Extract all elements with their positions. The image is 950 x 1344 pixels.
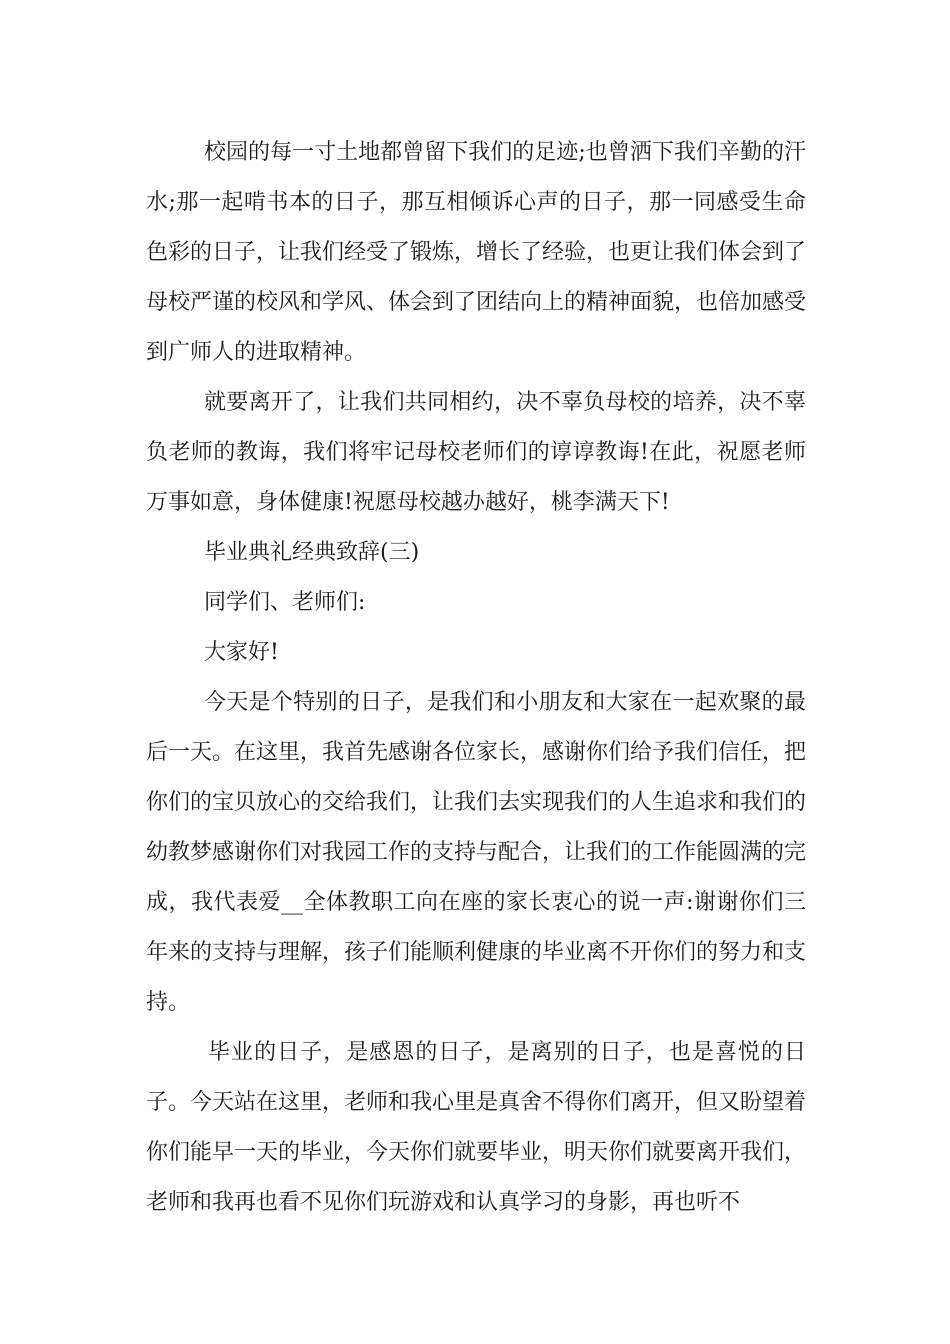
paragraph-graduation-day: 毕业的日子，是感恩的日子，是离别的日子，也是喜悦的日子。今天站在这里，老师和我心里是真舍不得你们离开，但又盼望着你们能早一天的毕业，今天你们就要毕业，明天你们就要离开我们，老师和我再也看不见你们玩游戏和认真学习的身影，再也听不	[146, 1040, 807, 1215]
paragraph-thanks-parents: 今天是个特别的日子，是我们和小朋友和大家在一起欢聚的最后一天。在这里，我首先感谢各位家长，感谢你们给予我们信任，把你们的宝贝放心的交给我们，让我们去实现我们的人生追求和我们的幼教梦感谢你们对我园工作的支持与配合，让我们的工作能圆满的完成，我代表爱__全体教职工向在座的家长衷心的说一声:谢谢你们三年来的支持与理解，孩子们能顺利健康的毕业离不开你们的努力和支持。	[146, 690, 807, 1015]
greeting: 大家好!	[204, 640, 279, 665]
section-heading: 毕业典礼经典致辞(三)	[204, 540, 420, 565]
paragraph-farewell-promise: 就要离开了，让我们共同相约，决不辜负母校的培养，决不辜负老师的教诲，我们将牢记母校老师们的谆谆教诲!在此，祝愿老师万事如意，身体健康!祝愿母校越办越好，桃李满天下!	[146, 390, 806, 515]
document-body	[146, 128, 806, 1228]
paragraph-campus-memories: 校园的每一寸土地都曾留下我们的足迹;也曾洒下我们辛勤的汗水;那一起啃书本的日子，那互相倾诉心声的日子，那一同感受生命色彩的日子，让我们经受了锻炼，增长了经验，也更让我们体会到了母校严谨的校风和学风、体会到了团结向上的精神面貌，也倍加感受到广师人的进取精神。	[146, 140, 807, 365]
salutation: 同学们、老师们:	[204, 590, 366, 615]
